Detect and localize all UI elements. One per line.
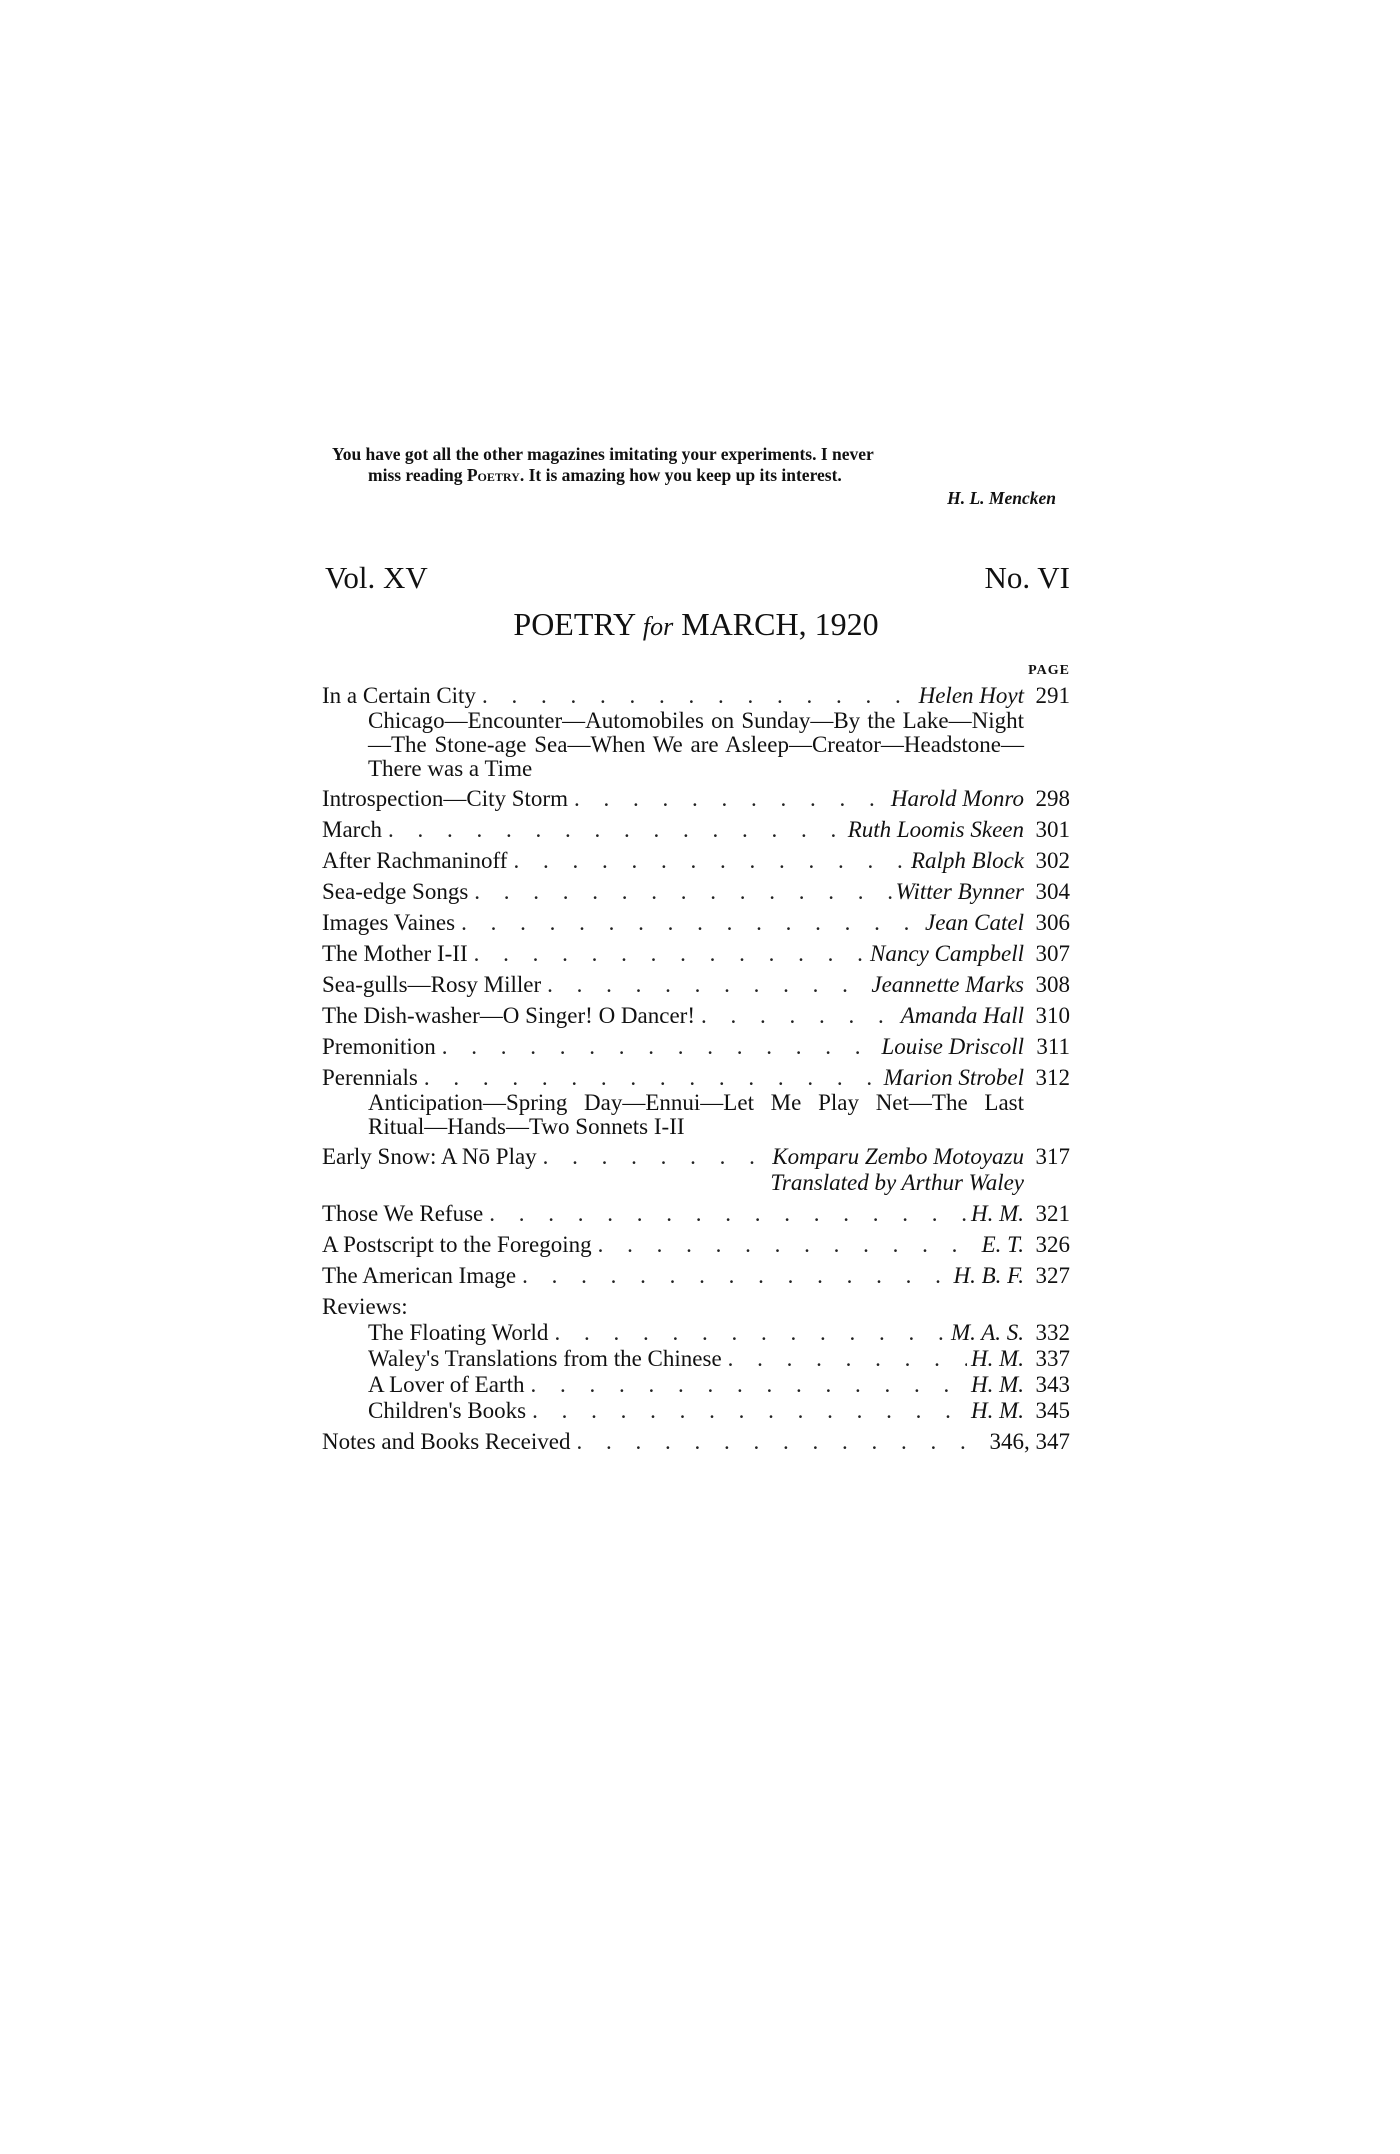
issue-title-pre: POETRY bbox=[513, 606, 643, 642]
toc-subtitles-perennials: Anticipation—Spring Day—Ennui—Let Me Play Net—The Last Ritual—Hands—Two Sonnets I-II bbox=[368, 1090, 1024, 1139]
leader-dots bbox=[537, 1144, 769, 1170]
toc-title: The Dish-washer—O Singer! O Dancer! bbox=[322, 1003, 695, 1028]
toc-title: The Mother I-II bbox=[322, 941, 468, 966]
toc-title: Waley's Translations from the Chinese bbox=[368, 1346, 722, 1371]
volume-row bbox=[322, 560, 1070, 596]
toc-author: Marion Strobel bbox=[883, 1065, 1024, 1090]
toc-title: Premonition bbox=[322, 1034, 436, 1059]
toc-page: 302 bbox=[1035, 848, 1070, 873]
toc-author: Ralph Block bbox=[910, 848, 1024, 873]
leader-dots bbox=[418, 1065, 880, 1091]
toc-page: 308 bbox=[1035, 972, 1070, 997]
toc-page: 307 bbox=[1035, 941, 1070, 966]
issue-title-post: MARCH, 1920 bbox=[673, 606, 879, 642]
toc-page: 345 bbox=[1035, 1398, 1070, 1423]
toc-entry-sea-gulls bbox=[322, 972, 1070, 998]
toc-entry-premonition bbox=[322, 1034, 1070, 1060]
toc-title: Images Vaines bbox=[322, 910, 456, 935]
toc-page: 304 bbox=[1035, 879, 1070, 904]
toc-author: E. T. bbox=[981, 1232, 1024, 1257]
toc-author: Helen Hoyt bbox=[918, 683, 1024, 708]
volume-label: Vol. XV bbox=[325, 560, 428, 595]
toc-author: Ruth Loomis Skeen bbox=[847, 817, 1024, 842]
leader-dots bbox=[483, 1201, 967, 1227]
toc-author: M. A. S. bbox=[950, 1320, 1024, 1345]
toc-entry-march bbox=[322, 817, 1070, 843]
leader-dots bbox=[436, 1034, 878, 1060]
toc-title: Notes and Books Received bbox=[322, 1429, 571, 1454]
leader-dots bbox=[568, 786, 887, 812]
toc-title: Sea-gulls—Rosy Miller bbox=[322, 972, 542, 997]
toc-title: March bbox=[322, 817, 383, 842]
leader-dots bbox=[526, 1398, 967, 1424]
toc-translator: Translated by Arthur Waley bbox=[770, 1170, 1024, 1195]
issue-title bbox=[322, 606, 1070, 645]
toc-entry-early-snow bbox=[322, 1144, 1070, 1170]
toc-entry-childrens-books bbox=[322, 1398, 1070, 1424]
toc-author: H. M. bbox=[970, 1398, 1024, 1423]
toc-page: 327 bbox=[1035, 1263, 1070, 1288]
leader-dots bbox=[570, 1429, 970, 1455]
toc-page: 337 bbox=[1035, 1346, 1070, 1371]
toc-title: The American Image bbox=[322, 1263, 517, 1288]
issue-title-for: for bbox=[642, 612, 674, 641]
number-label: No. VI bbox=[984, 560, 1070, 595]
toc-title: After Rachmaninoff bbox=[322, 848, 508, 873]
toc-page: 317 bbox=[1035, 1144, 1070, 1169]
toc-author: H. M. bbox=[970, 1372, 1024, 1397]
toc-page: 312 bbox=[1035, 1065, 1070, 1090]
toc-page: 326 bbox=[1035, 1232, 1070, 1257]
toc-entry-perennials bbox=[322, 1065, 1070, 1091]
toc-author: Nancy Campbell bbox=[870, 941, 1024, 966]
toc-page: 306 bbox=[1035, 910, 1070, 935]
page-column-header: PAGE bbox=[1028, 663, 1070, 678]
leader-dots bbox=[722, 1346, 967, 1372]
toc-entry-those-we-refuse bbox=[322, 1201, 1070, 1227]
leader-dots bbox=[524, 1372, 966, 1398]
toc-page: 321 bbox=[1035, 1201, 1070, 1226]
toc-reviews-heading: Reviews: bbox=[322, 1294, 408, 1319]
table-of-contents bbox=[322, 683, 1070, 1455]
toc-page: 301 bbox=[1035, 817, 1070, 842]
toc-title: The Floating World bbox=[368, 1320, 549, 1345]
leader-dots bbox=[548, 1320, 947, 1346]
toc-author: Amanda Hall bbox=[900, 1003, 1024, 1028]
quote-line-2-post: . It is amazing how you keep up its interest. bbox=[519, 465, 842, 485]
toc-author: H. B. F. bbox=[953, 1263, 1024, 1288]
toc-page: 298 bbox=[1035, 786, 1070, 811]
toc-page: 311 bbox=[1036, 1034, 1070, 1059]
leader-dots bbox=[468, 941, 866, 967]
toc-title: A Postscript to the Foregoing bbox=[322, 1232, 592, 1257]
toc-entry-rachmaninoff bbox=[322, 848, 1070, 874]
toc-author: Jean Catel bbox=[925, 910, 1024, 935]
quote-poetry-word: Poetry bbox=[466, 465, 520, 485]
toc-entry-sea-edge bbox=[322, 879, 1070, 905]
leader-dots bbox=[541, 972, 867, 998]
quote-line-2-pre: miss reading bbox=[368, 465, 467, 485]
toc-author: H. M. bbox=[970, 1346, 1024, 1371]
toc-page: 343 bbox=[1035, 1372, 1070, 1397]
toc-entry-images-vaines bbox=[322, 910, 1070, 936]
toc-page: 346, 347 bbox=[989, 1429, 1070, 1454]
leader-dots bbox=[695, 1003, 897, 1029]
leader-dots bbox=[455, 910, 921, 936]
toc-author: Komparu Zembo Motoyazu bbox=[772, 1144, 1024, 1169]
leader-dots bbox=[476, 683, 915, 709]
toc-author: Harold Monro bbox=[890, 786, 1024, 811]
toc-title: Children's Books bbox=[368, 1398, 527, 1423]
toc-entry-introspection bbox=[322, 786, 1070, 812]
toc-entry-dish-washer bbox=[322, 1003, 1070, 1029]
toc-entry-postscript bbox=[322, 1232, 1070, 1258]
toc-entry-american-image bbox=[322, 1263, 1070, 1289]
quote-line-2 bbox=[322, 465, 1070, 486]
toc-title: Perennials bbox=[322, 1065, 418, 1090]
leader-dots bbox=[382, 817, 844, 843]
contents-page bbox=[322, 444, 1070, 1455]
toc-entry-notes bbox=[322, 1429, 1070, 1455]
toc-page: 291 bbox=[1035, 683, 1070, 708]
toc-title: A Lover of Earth bbox=[368, 1372, 525, 1397]
toc-title: Sea-edge Songs bbox=[322, 879, 469, 904]
toc-author: Witter Bynner bbox=[895, 879, 1024, 904]
quote-attribution: H. L. Mencken bbox=[947, 488, 1056, 508]
mencken-quote bbox=[322, 444, 1070, 509]
toc-author: Louise Driscoll bbox=[881, 1034, 1024, 1059]
toc-page: 310 bbox=[1035, 1003, 1070, 1028]
toc-entry-waley bbox=[322, 1346, 1070, 1372]
toc-entry-certain-city bbox=[322, 683, 1070, 709]
toc-entry-mother bbox=[322, 941, 1070, 967]
toc-title: In a Certain City bbox=[322, 683, 476, 708]
toc-entry-floating-world bbox=[322, 1320, 1070, 1346]
toc-page: 332 bbox=[1035, 1320, 1070, 1345]
toc-title: Introspection—City Storm bbox=[322, 786, 568, 811]
toc-author: H. M. bbox=[970, 1201, 1024, 1226]
leader-dots bbox=[468, 879, 891, 905]
toc-subtitles-certain-city: Chicago—Encounter—Automobiles on Sunday—By the Lake—Night—The Stone-age Sea—When We are Asleep—Creator—Headstone—There was a Time bbox=[368, 708, 1024, 781]
leader-dots bbox=[507, 848, 907, 874]
toc-author: Jeannette Marks bbox=[871, 972, 1024, 997]
toc-title: Those We Refuse bbox=[322, 1201, 484, 1226]
leader-dots bbox=[592, 1232, 978, 1258]
toc-title: Early Snow: A Nō Play bbox=[322, 1144, 537, 1169]
leader-dots bbox=[516, 1263, 949, 1289]
toc-entry-lover-of-earth bbox=[322, 1372, 1070, 1398]
quote-line-1: You have got all the other magazines imitating your experiments. I never bbox=[332, 444, 874, 464]
